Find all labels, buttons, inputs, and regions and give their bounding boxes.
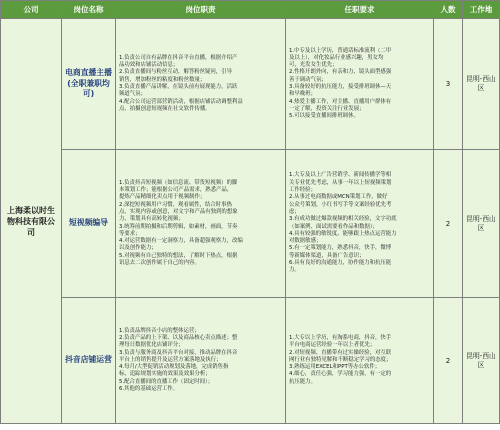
list-line: 4.每月/大型促销活动规划及落地，完成销售指 [119, 364, 229, 371]
header-title: 岗位名称 [62, 1, 116, 19]
list-line: 1.大专及以上广告营销学、新闻传播学等相 [289, 172, 392, 179]
list-line: 销售，增加粉丝的粘度和粉丝数量； [119, 76, 206, 83]
list-line: 1.负责抖音短视频（如信息流、带货短视频）的脚 [119, 179, 238, 186]
list-line: 3.统筹前期拍摄和后期剪辑，如素材，画面，节奏 [119, 223, 238, 230]
list-line: 4.细心，责任心强，学习能力强，有一定的 [289, 371, 392, 378]
list-line: 工作经验； [289, 187, 316, 194]
list-line: 善于调动气氛； [289, 76, 327, 83]
list-line: 3.负责直播产品讲解，在镜头前有展现能力，活跃 [119, 84, 238, 90]
header-row [1, 1, 500, 19]
list-line: 2.从事过电商数据或MCN策划工作，做好 [289, 194, 388, 201]
list-line: 点，实现内容或创意，对文字和产品有独到的想象 [119, 208, 238, 215]
list-line: 本策划工作；能根据公司产品需求，熟悉产品， [119, 187, 233, 194]
list-line: 平台上的销售提升及运营方案落地及执行； [119, 356, 222, 363]
list-line: 公众号策划，小红书写手等文案经验优先考 [289, 201, 392, 208]
list-line: 和早晚班； [289, 91, 316, 98]
list-line: 理每日数据优化店铺评分； [119, 342, 184, 349]
list-line: 1.负责公司自有品牌在抖音平台直播，根据介绍产 [119, 54, 238, 61]
list-line: 关专业优先考虑，从事一年以上短视频策划 [289, 179, 392, 186]
work-location: 昆明-西山区 [463, 19, 500, 150]
list-line: 可，光发女生优先； [289, 62, 338, 69]
header-requirements: 任职要求 [286, 1, 434, 19]
work-location: 昆明-西山区 [463, 150, 500, 298]
list-line: （如案例、面试需要看作品和数据）； [289, 223, 378, 230]
header-location: 工作地 [463, 1, 500, 19]
list-line: 2.对短视频、直播带有过实操经验，对互联 [289, 349, 392, 356]
job-title-sub: (全职兼职均可) [67, 78, 110, 99]
duties-cell [116, 298, 286, 424]
list-line: 3.具备较好的抗压能力，接受排班调休—天 [289, 84, 392, 90]
table-row [1, 150, 500, 298]
list-line: 标，追踪规划实施的效果及效果分析； [119, 371, 211, 378]
list-line: 一定了解，投资关注行业发展； [289, 105, 365, 112]
list-line: 等要求； [119, 230, 141, 237]
list-line: 3.有成功做过爆款视频的相关经验，文字功底 [289, 216, 397, 223]
list-line: 平台电商运营经验一年以上者优先； [289, 342, 376, 349]
list-line: 1.中专及以上学历，普通话标准流利（二甲 [289, 47, 392, 54]
list-line: 及以上），对化妆品行业感兴趣，男女均 [289, 54, 384, 61]
list-line: 讯息去二次创作属于自己的内容。 [119, 259, 200, 266]
job-title-main: 电商直播主播 [65, 68, 112, 78]
company-name: 上海柔以时生物科技有限公司 [1, 19, 62, 424]
list-line: 网行业有独特见解和不断稳定学习的态度； [289, 356, 392, 363]
work-location: 昆明-西山区 [463, 298, 500, 424]
list-line: 5.对视频有自己独特的想法，了解时下热点，根据 [119, 252, 238, 259]
duties-cell [116, 150, 286, 298]
list-line: 1.大专以上学历，有淘系电商，抖音，快手 [289, 334, 392, 341]
header-company: 公司 [1, 1, 62, 19]
list-line: 4.配合公司运营部营销活动，根据店铺活动调整利益 [119, 98, 243, 105]
table-row [1, 19, 500, 150]
duties-cell [116, 19, 286, 150]
list-line: 4.具有较强的敏锐度、能够跟上热点运营能力 [289, 230, 397, 237]
list-line: 2.性格开朗外向，有亲和力，镜头面型感强 [289, 69, 392, 76]
list-line: 2.负责产品的上下架、以及商品核心卖点描述；整 [119, 334, 238, 341]
job-title-main: 短视频编导 [69, 218, 108, 228]
requirements-cell [286, 298, 434, 424]
list-line: 3.负责与服务商及抖音平台对接，推动品牌在抖音 [119, 349, 238, 356]
list-line: 1.负责品牌抖音小店的整体运营； [119, 327, 200, 334]
list-line: 5.有一定策划能力，熟悉抖音，快手，微博 [289, 245, 392, 252]
list-line: 虑； [289, 208, 300, 215]
header-duties: 岗位职责 [116, 1, 286, 19]
list-line: 5.可以接受直播间排班调休。 [289, 113, 359, 120]
list-line: 以及创作能力； [119, 245, 157, 252]
list-line: 6.具有良好的沟通能力，协作能力和抗压能 [289, 259, 392, 266]
list-line: 等新媒体渠道，具备广告意识； [289, 252, 365, 259]
list-line: 提炼产品精细化卖点用于视频制作； [119, 194, 206, 201]
list-line: 4.对运营数据有一定洞察力，具备超强观察力，改编 [119, 238, 243, 245]
list-line: 品功效和店铺活动信息； [119, 62, 179, 69]
headcount: 2 [434, 298, 463, 424]
requirements-cell [286, 19, 434, 150]
headcount: 2 [434, 150, 463, 298]
job-title [62, 298, 116, 424]
table-row [1, 298, 500, 424]
list-line: 4.热爱主播工作，对主播、直播用户群体有 [289, 98, 392, 105]
list-line: 5.配合直播间的直播工作（固定时间）； [119, 378, 214, 385]
job-title-main: 抖音店铺运营 [65, 355, 112, 365]
list-line: 频道气氛； [119, 91, 146, 98]
list-line: 2.深挖短视频用户习惯，观看属性，结合时事热 [119, 201, 232, 208]
list-line: 2.负责直播间与粉丝互动，解答粉丝疑问，引导 [119, 69, 232, 76]
list-line: 力，策划具有高转化视频； [119, 216, 184, 223]
job-title [62, 19, 116, 150]
list-line: 点，拍摄创意短视频在社交软件传播。 [119, 105, 211, 112]
list-line: 力。 [289, 267, 300, 274]
header-count: 人数 [434, 1, 463, 19]
list-line: 3.熟练运用EXCEL和PPT等办公软件； [289, 364, 381, 371]
list-line: 对数据敏感； [289, 238, 322, 245]
headcount: 3 [434, 19, 463, 150]
job-title [62, 150, 116, 298]
requirements-cell [286, 150, 434, 298]
list-line: 6.其他的基础运营工作。 [119, 386, 179, 393]
list-line: 抗压能力。 [289, 378, 316, 385]
